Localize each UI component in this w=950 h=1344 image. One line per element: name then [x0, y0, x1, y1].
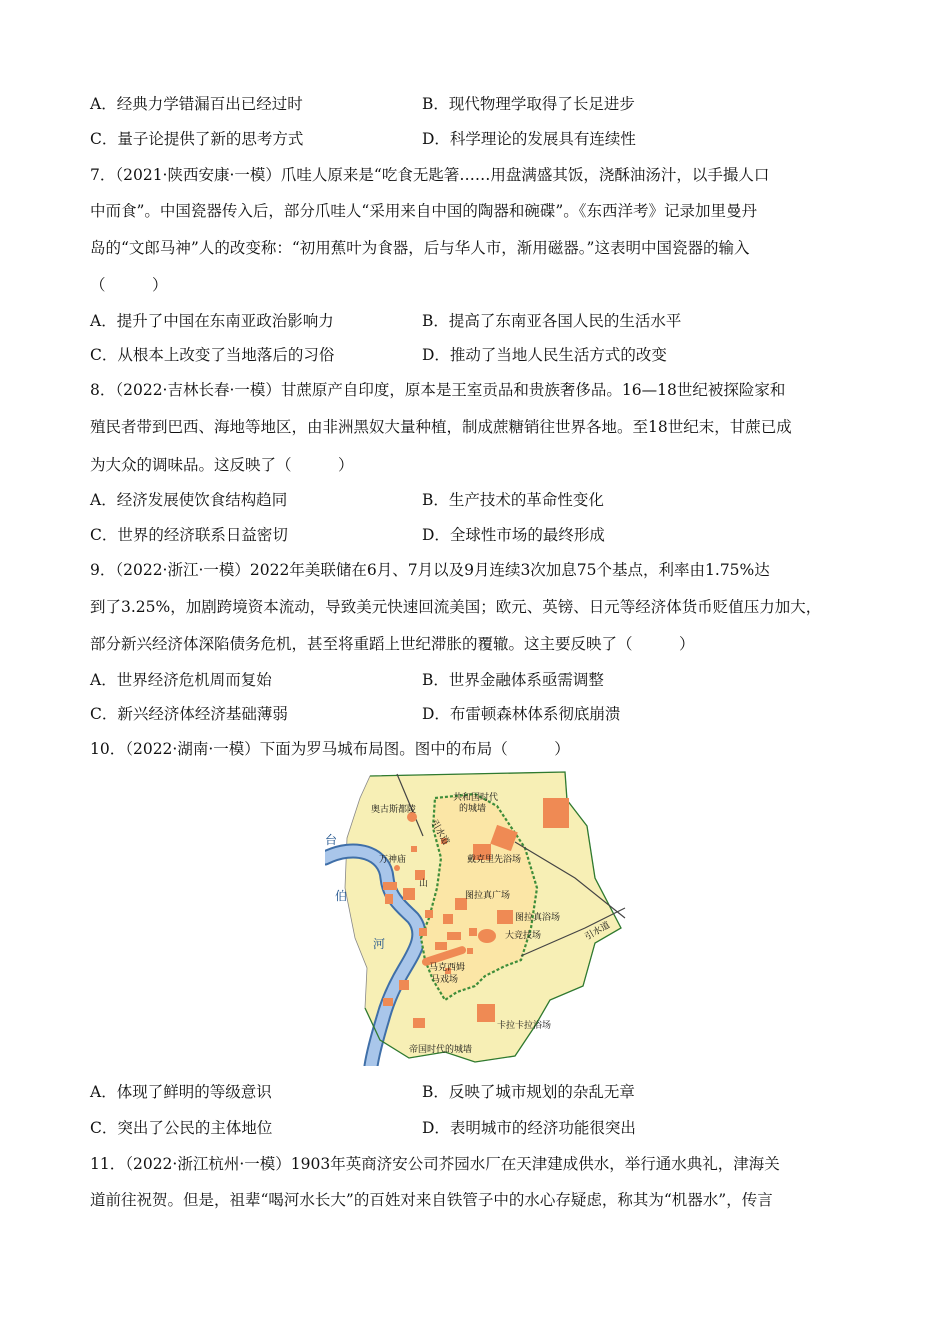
q8-stem-line-3: 为大众的调味品。这反映了（ ）: [90, 456, 354, 474]
q9-option-c: C．新兴经济体经济基础薄弱: [90, 705, 288, 723]
q10-option-a: A．体现了鲜明的等级意识: [90, 1083, 272, 1101]
q7-option-a: A．提升了中国在东南亚政治影响力: [90, 312, 334, 330]
q9-option-d: D．布雷顿森林体系彻底崩溃: [422, 705, 621, 723]
q7-answer-blank: （ ）: [90, 276, 168, 294]
q9-stem-line-3: 部分新兴经济体深陷债务危机，甚至将重蹈上世纪滞胀的覆辙。这主要反映了（ ）: [90, 635, 695, 653]
q7-stem-line-2: 中而食”。中国瓷器传入后，部分爪哇人“采用来自中国的陶器和碗碟”。《东西洋考》记录加里曼丹: [90, 202, 758, 220]
label-tiber-2: 伯: [335, 889, 348, 903]
pantheon-shape: [394, 865, 400, 871]
label-republican-wall-1: 共和国时代: [453, 793, 499, 803]
q8-option-b: B．生产技术的革命性变化: [422, 491, 604, 509]
label-tiber-3: 河: [373, 937, 386, 951]
label-republican-wall-2: 的城墙: [459, 804, 487, 814]
q10-option-c: C．突出了公民的主体地位: [90, 1119, 273, 1137]
q6-option-b: B．现代物理学取得了长足进步: [422, 95, 635, 113]
q6-option-d: D．科学理论的发展具有连续性: [422, 130, 636, 148]
q8-stem-line-2: 殖民者带到巴西、海地等地区，由非洲黑奴大量种植，制成蔗糖销往世界各地。至18世纪末，甘蔗已成: [90, 418, 792, 436]
q10-option-d: D．表明城市的经济功能很突出: [422, 1119, 636, 1137]
q6-option-c: C．量子论提供了新的思考方式: [90, 130, 304, 148]
q9-stem-line-2: 到了3.25%，加剧跨境资本流动，导致美元快速回流美国；欧元、英镑、日元等经济体货币贬值压力加大，: [90, 598, 822, 616]
q7-option-d: D．推动了当地人民生活方式的改变: [422, 346, 667, 364]
rome-city-layout-map: [325, 768, 630, 1066]
q6-option-a: A．经典力学错漏百出已经过时: [90, 95, 303, 113]
colosseum-shape: [478, 929, 496, 943]
label-colosseum: 大竞技场: [505, 931, 542, 941]
q7-stem-line-3: 岛的“文郎马神”人的改变称：“初用蕉叶为食器，后与华人市，渐用磁器。”这表明中国瓷器的输入: [90, 239, 750, 257]
q9-stem-line-1: 9．（2022·浙江·一模）2022年美联储在6月、7月以及9月连续3次加息75个基点，利率由1.75%达: [90, 561, 770, 579]
q9-option-b: B．世界金融体系亟需调整: [422, 671, 604, 689]
q9-option-a: A．世界经济危机周而复始: [90, 671, 272, 689]
label-imperial-wall: 帝国时代的城墙: [409, 1045, 473, 1055]
label-hill: 山: [419, 879, 429, 889]
q10-option-b: B．反映了城市规划的杂乱无章: [422, 1083, 635, 1101]
q7-option-b: B．提高了东南亚各国人民的生活水平: [422, 312, 682, 330]
label-trajan-forum: 图拉真广场: [465, 891, 511, 901]
label-diocletian-baths: 戴克里先浴场: [467, 855, 522, 865]
label-circus-maximus-2: 马戏场: [431, 975, 459, 985]
q8-stem-line-1: 8．（2022·吉林长春·一模）甘蔗原产自印度，原本是王室贡品和贵族奢侈品。16—18世纪被探险家和: [90, 381, 786, 399]
label-augustus-mausoleum: 奥古斯都陵: [371, 805, 417, 815]
label-aqueduct-north: 引水道: [428, 818, 451, 847]
q11-stem-line-2: 道前往祝贺。但是，祖辈“喝河水长大”的百姓对来自铁管子中的水心存疑虑，称其为“机器水”，传言: [90, 1191, 773, 1209]
label-circus-maximus-1: 马克西姆: [429, 963, 466, 973]
q8-option-c: C．世界的经济联系日益密切: [90, 526, 288, 544]
q11-stem-line-1: 11．（2022·浙江杭州·一模）1903年英商济安公司芥园水厂在天津建成供水，举行通水典礼，津海关: [90, 1155, 780, 1173]
q8-option-d: D．全球性市场的最终形成: [422, 526, 605, 544]
label-tiber-1: 台: [325, 833, 338, 847]
q7-stem-line-1: 7．（2021·陕西安康·一模）爪哇人原来是“吃食无匙箸……用盘满盛其饭，浇酥油汤汁，以手撮人口: [90, 166, 770, 184]
label-caracalla-baths: 卡拉卡拉浴场: [497, 1021, 552, 1031]
q7-option-c: C．从根本上改变了当地落后的习俗: [90, 346, 335, 364]
label-pantheon: 万神庙: [379, 855, 407, 865]
q8-option-a: A．经济发展使饮食结构趋同: [90, 491, 288, 509]
label-trajan-baths: 图拉真浴场: [515, 913, 561, 923]
label-aqueduct-southeast: 引水道: [583, 920, 612, 943]
q10-stem-line-1: 10．（2022·湖南·一模）下面为罗马城布局图。图中的布局（ ）: [90, 740, 570, 758]
